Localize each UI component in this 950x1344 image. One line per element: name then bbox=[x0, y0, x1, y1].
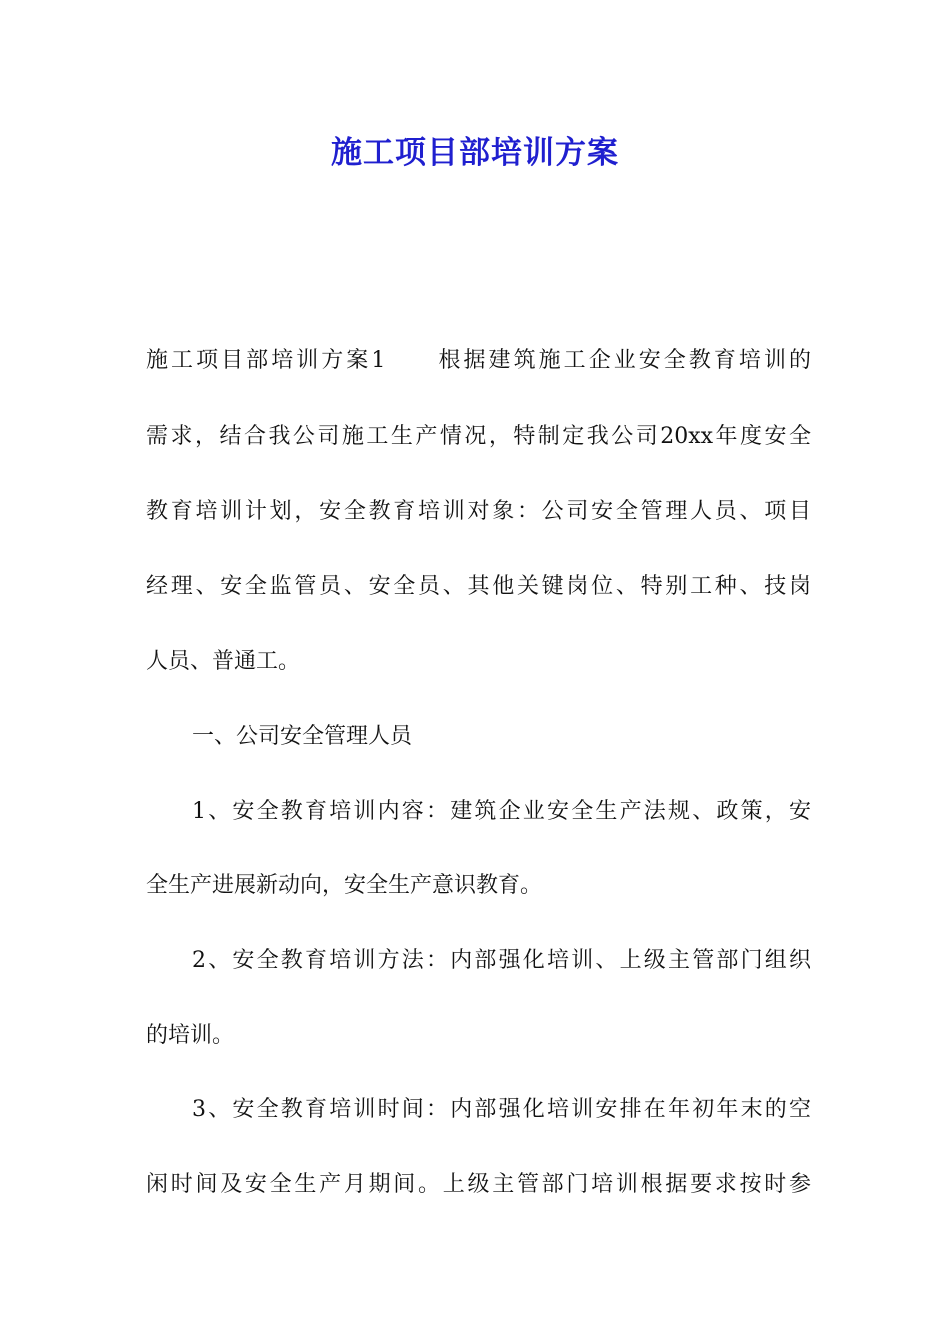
item-1-line-1: 1、安全教育培训内容：建筑企业安全生产法规、政策，安 bbox=[192, 799, 811, 824]
body-line-5: 人员、普通工。 bbox=[146, 649, 301, 674]
item-3-line-2: 闲时间及安全生产月期间。上级主管部门培训根据要求按时参 bbox=[146, 1172, 811, 1197]
item-2-line-1: 2、安全教育培训方法：内部强化培训、上级主管部门组织 bbox=[192, 948, 811, 973]
body-line-2: 需求，结合我公司施工生产情况，特制定我公司20xx年度安全 bbox=[146, 424, 811, 449]
document-title: 施工项目部培训方案 bbox=[331, 135, 619, 171]
item-2-line-2: 的培训。 bbox=[146, 1023, 235, 1048]
item-3-line-1: 3、安全教育培训时间：内部强化培训安排在年初年末的空 bbox=[192, 1097, 811, 1122]
body-line-3: 教育培训计划，安全教育培训对象：公司安全管理人员、项目 bbox=[146, 499, 811, 524]
section-heading: 一、公司安全管理人员 bbox=[192, 724, 413, 749]
body-line-4: 经理、安全监管员、安全员、其他关键岗位、特别工种、技岗 bbox=[146, 574, 811, 599]
item-1-line-2: 全生产进展新动向，安全生产意识教育。 bbox=[146, 873, 543, 898]
body-line-1: 施工项目部培训方案1 根据建筑施工企业安全教育培训的 bbox=[146, 348, 811, 373]
